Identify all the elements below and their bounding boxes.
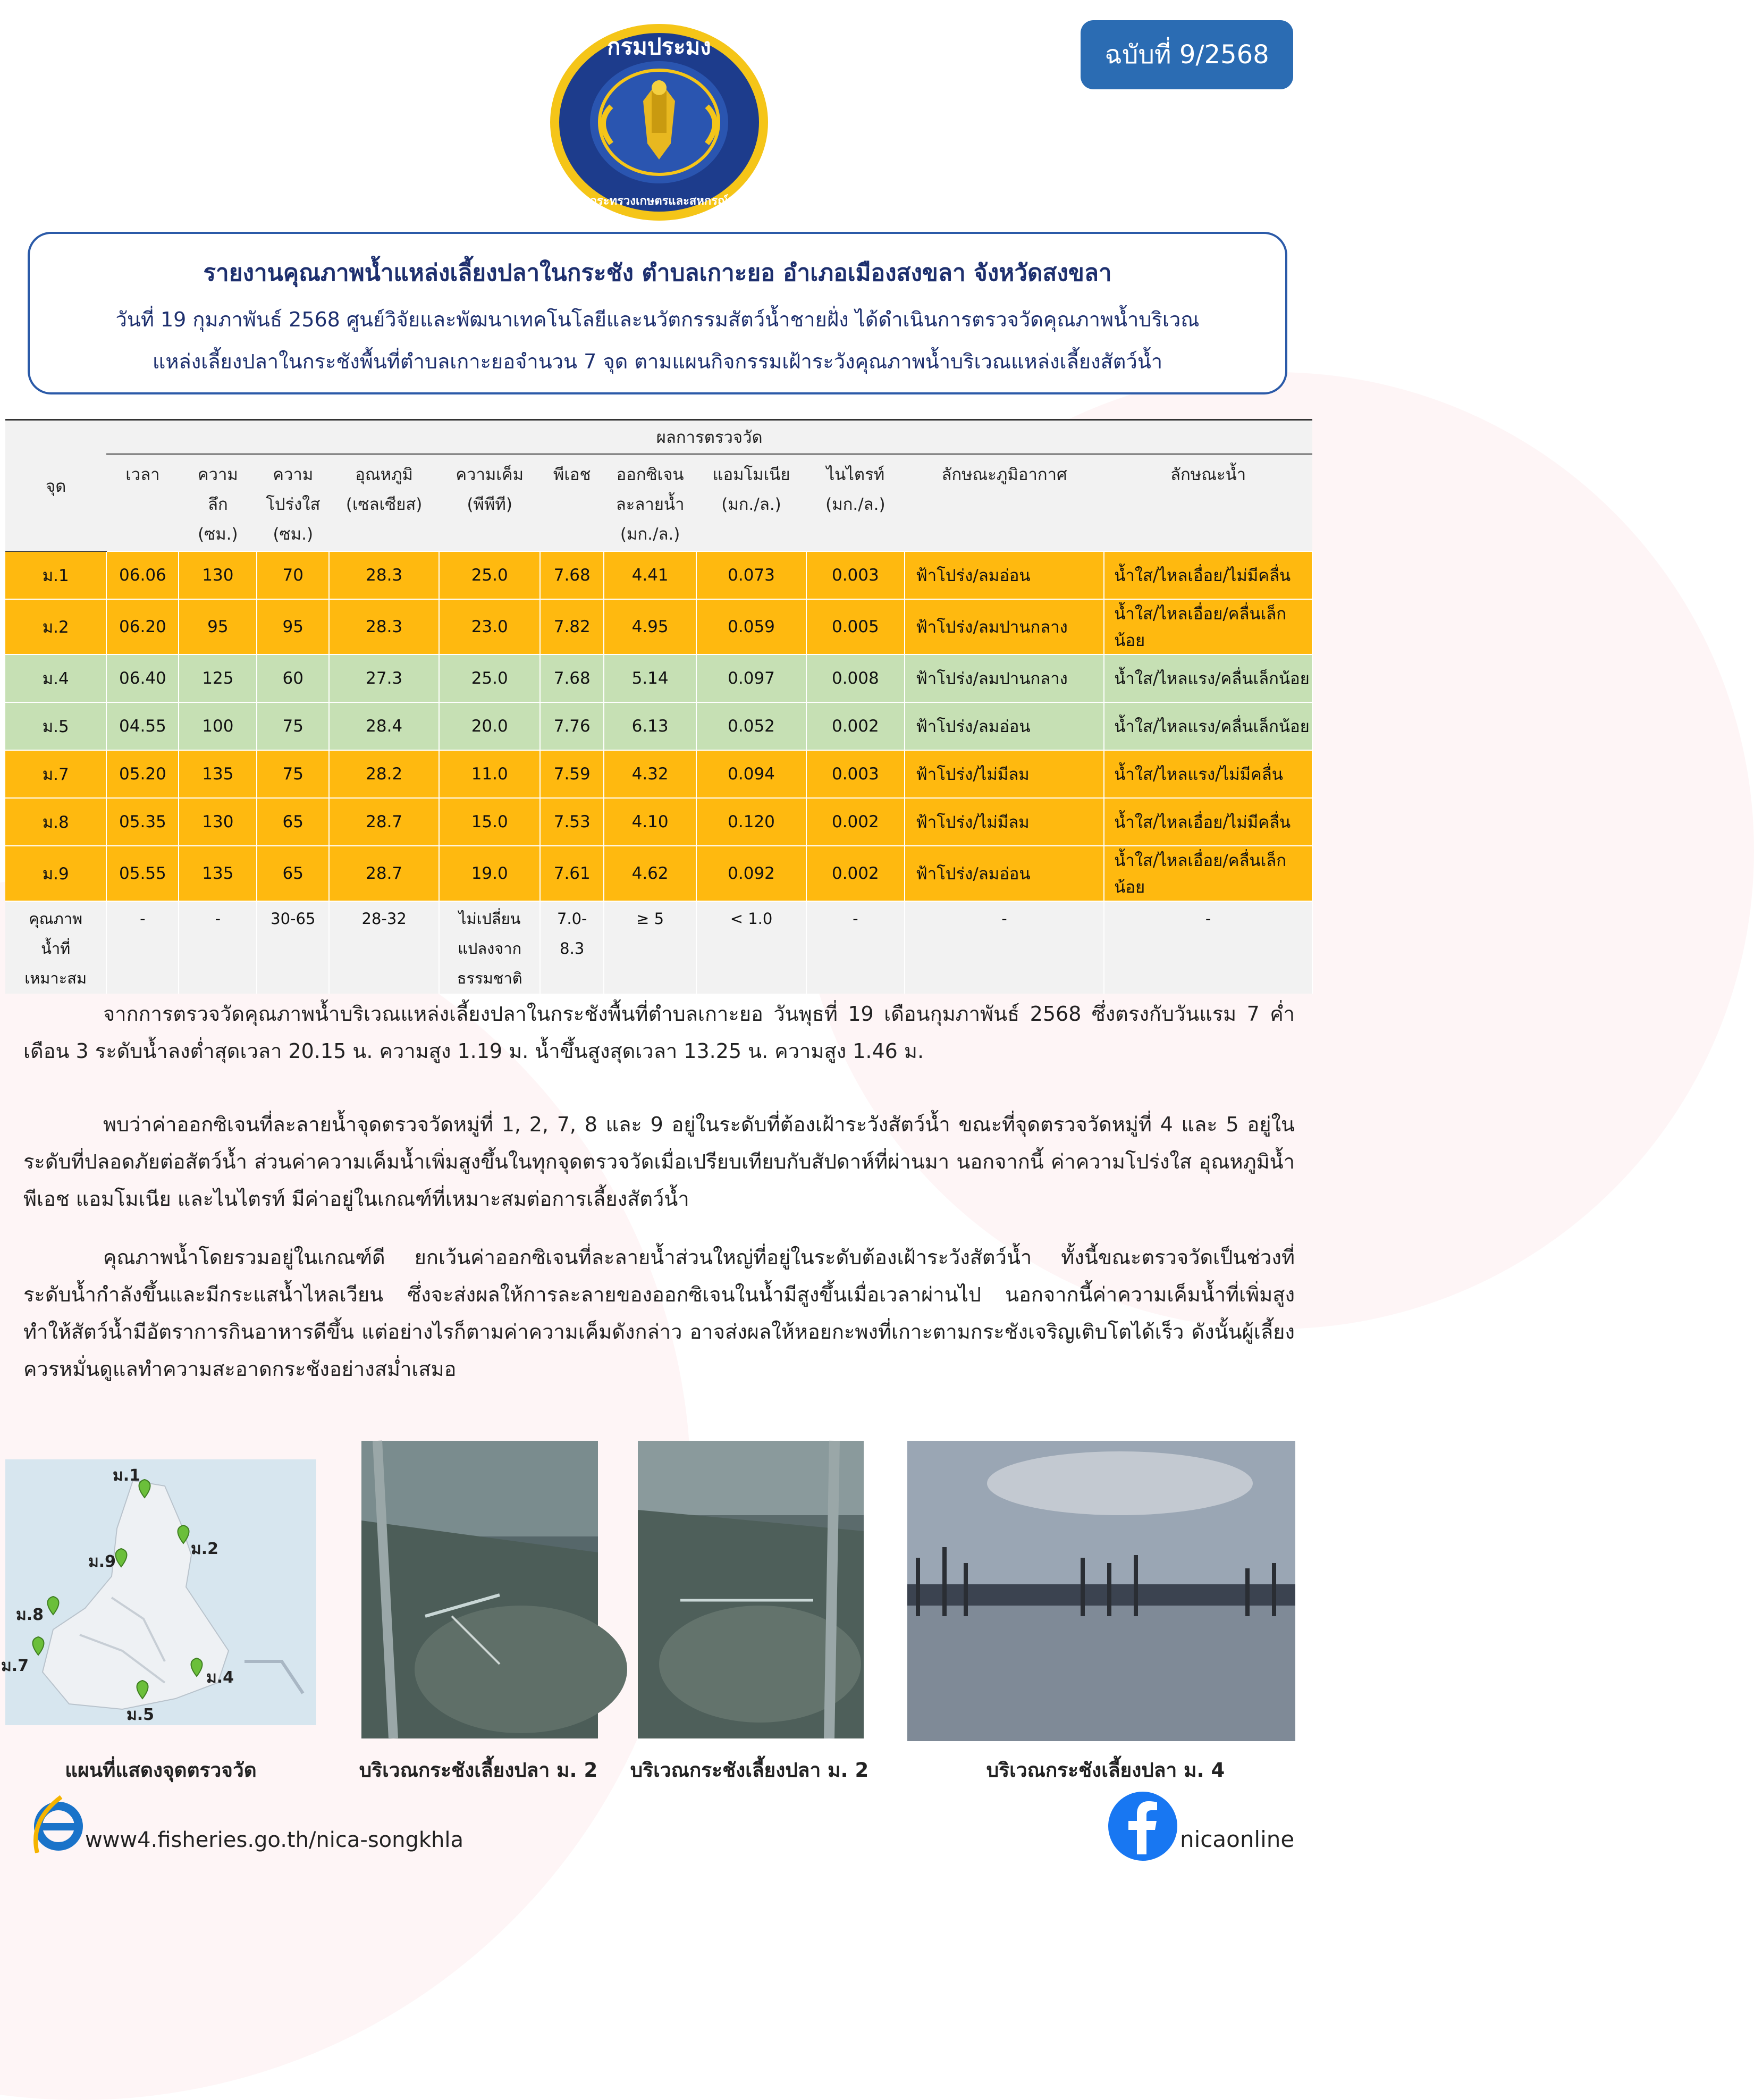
cell-ammonia: 0.052	[696, 702, 806, 750]
cell-weather: ฟ้าโปร่ง/ลมปานกลาง	[905, 654, 1104, 702]
cell-salinity: 25.0	[439, 551, 540, 599]
water-quality-table	[5, 419, 1313, 994]
report-intro-line: แหล่งเลี้ยงปลาในกระชังพื้นที่ตำบลเกาะยอจำนวน 7 จุด ตามแผนกิจกรรมเฝ้าระวังคุณภาพน้ำบริเวณแหล่งเลี้ยงสัตว์น้ำ	[152, 350, 1163, 373]
cell-point: ม.5	[5, 702, 106, 750]
cell-point: ม.8	[5, 798, 106, 846]
cell-weather: ฟ้าโปร่ง/ลมปานกลาง	[905, 599, 1104, 654]
cell-water: น้ำใส/ไหลแรง/คลื่นเล็กน้อย	[1104, 702, 1312, 750]
cell-time: 05.55	[106, 846, 179, 901]
cell-point: ม.9	[5, 846, 106, 901]
paragraph-summary: คุณภาพน้ำโดยรวมอยู่ในเกณฑ์ดี ยกเว้นค่าออกซิเจนที่ละลายน้ำส่วนใหญ่ที่อยู่ในระดับต้องเฝ้าระวังสัตว์น้ำ ทั้งนี้ขณะตรวจวัดเป็นช่วงที่ระดับน้ำกำลังขึ้นและมีกระแสน้ำไหลเวียน ซึ่งจะส่งผลให้การละลายของออกซิเจนในน้ำมีสูงขึ้นเมื่อเวลาผ่านไป นอกจากนี้ค่าความเค็มน้ำที่เพิ่มสูงทำให้สัตว์น้ำมีอัตราการกินอาหารดีขึ้น แต่อย่างไรก็ตามค่าความเค็มดังกล่าว อาจส่งผลให้หอยกะพงที่เกาะตามกระชังเจริญเติบโตได้เร็ว ดังนั้นผู้เลี้ยงควรหมั่นดูแลทำความสะอาดกระชังอย่างสม่ำเสมอ	[23, 1246, 1295, 1381]
cell-water: น้ำใส/ไหลแรง/คลื่นเล็กน้อย	[1104, 654, 1312, 702]
cell-point: ม.7	[5, 750, 106, 798]
seal-top-text: กรมประมง	[607, 33, 711, 60]
cage-photo	[907, 1441, 1295, 1741]
cell-salinity: 25.0	[439, 654, 540, 702]
cell-transparency: 65	[257, 846, 329, 901]
cell-temp: 28.3	[329, 551, 439, 599]
photo-caption: บริเวณกระชังเลี้ยงปลา ม. 4	[986, 1759, 1225, 1782]
table-row	[5, 750, 1312, 798]
paragraph-tide: จากการตรวจวัดคุณภาพน้ำบริเวณแหล่งเลี้ยงปลาในกระชังพื้นที่ตำบลเกาะยอ วันพุธที่ 19 เดือนกุมภาพันธ์ 2568 ซึ่งตรงกับวันแรม 7 ค่ำเดือน 3 ระดับน้ำลงต่ำสุดเวลา 20.15 น. ความสูง 1.19 ม. น้ำขึ้นสูงสุดเวลา 13.25 น. ความสูง 1.46 ม.	[23, 1002, 1295, 1063]
cell-depth: 130	[179, 798, 257, 846]
map-caption: แผนที่แสดงจุดตรวจวัด	[65, 1759, 257, 1782]
cell-ammonia: 0.094	[696, 750, 806, 798]
cell-point: ม.2	[5, 599, 106, 654]
cell-ammonia: 0.092	[696, 846, 806, 901]
cell-salinity: 20.0	[439, 702, 540, 750]
cell-do: 4.95	[604, 599, 696, 654]
map-drawing	[1, 1459, 316, 1725]
paragraph-findings: พบว่าค่าออกซิเจนที่ละลายน้ำจุดตรวจวัดหมู่ที่ 1, 2, 7, 8 และ 9 อยู่ในระดับที่ต้องเฝ้าระวังสัตว์น้ำ ขณะที่จุดตรวจวัดหมู่ที่ 4 และ 5 อยู่ในระดับที่ปลอดภัยต่อสัตว์น้ำ ส่วนค่าความเค็มน้ำเพิ่มสูงขึ้นในทุกจุดตรวจวัดเมื่อเปรียบเทียบกับสัปดาห์ที่ผ่านมา นอกจากนี้ ค่าความโปร่งใส อุณหภูมิน้ำ พีเอช แอมโมเนีย และไนไตรท์ มีค่าอยู่ในเกณฑ์ที่เหมาะสมต่อการเลี้ยงสัตว์น้ำ	[23, 1113, 1295, 1211]
map-pin	[16, 1597, 59, 1624]
cell-salinity: 11.0	[439, 750, 540, 798]
cell-depth: 100	[179, 702, 257, 750]
cell-depth: 135	[179, 750, 257, 798]
website-e-icon	[29, 1784, 82, 1858]
photo-caption: บริเวณกระชังเลี้ยงปลา ม. 2	[359, 1759, 598, 1782]
cell-nitrite: 0.002	[806, 702, 905, 750]
cell-temp: 27.3	[329, 654, 439, 702]
map-pin-label: ม.5	[127, 1706, 155, 1724]
cell-point: ม.1	[5, 551, 106, 599]
issue-number-badge: ฉบับที่ 9/2568	[1081, 20, 1293, 89]
cell-do: 4.10	[604, 798, 696, 846]
cell-nitrite: 0.002	[806, 846, 905, 901]
cell-time: 06.40	[106, 654, 179, 702]
facebook-page-name[interactable]: nicaonline	[1180, 1826, 1295, 1852]
cell-ammonia: 0.059	[696, 599, 806, 654]
cell-transparency: 60	[257, 654, 329, 702]
cell-time: 05.20	[106, 750, 179, 798]
cell-depth: 130	[179, 551, 257, 599]
cell-nitrite: 0.005	[806, 599, 905, 654]
cell-time: 06.06	[106, 551, 179, 599]
cell-ph: 7.59	[540, 750, 604, 798]
cell-ph: 7.53	[540, 798, 604, 846]
cell-do: 4.41	[604, 551, 696, 599]
group-header: ผลการตรวจวัด	[106, 420, 1312, 455]
standard-row: คุณภาพ น้ำที่ เหมาะสม - - 30-65 28-32 ไม่เปลี่ยน แปลงจาก ธรรมชาติ 7.0- 8.3 ≥ 5 < 1.0 - - -	[5, 901, 1312, 994]
cell-weather: ฟ้าโปร่ง/ลมอ่อน	[905, 702, 1104, 750]
cell-nitrite: 0.008	[806, 654, 905, 702]
map-pin-label: ม.4	[206, 1668, 234, 1687]
cell-depth: 95	[179, 599, 257, 654]
cell-nitrite: 0.002	[806, 798, 905, 846]
seal-bottom-text: กระทรวงเกษตรและสหกรณ์	[589, 195, 729, 208]
cell-salinity: 19.0	[439, 846, 540, 901]
map-pin	[1, 1637, 44, 1675]
table-row	[5, 702, 1312, 750]
table-row	[5, 654, 1312, 702]
facebook-icon[interactable]	[1108, 1792, 1177, 1861]
cell-do: 4.62	[604, 846, 696, 901]
cell-weather: ฟ้าโปร่ง/ไม่มีลม	[905, 798, 1104, 846]
cell-temp: 28.3	[329, 599, 439, 654]
map-pin-label: ม.7	[1, 1657, 29, 1675]
col-salinity: ความเค็ม (พีพีที)	[456, 465, 524, 514]
col-depth: ความ ลึก (ซม.)	[197, 465, 238, 544]
cell-salinity: 15.0	[439, 798, 540, 846]
report-title: รายงานคุณภาพน้ำแหล่งเลี้ยงปลาในกระชัง ตำบลเกาะยอ อำเภอเมืองสงขลา จังหวัดสงขลา	[203, 259, 1112, 287]
cell-do: 5.14	[604, 654, 696, 702]
col-point: จุด	[5, 420, 106, 552]
website-link[interactable]: www4.fisheries.go.th/nica-songkhla	[85, 1828, 464, 1852]
cell-time: 06.20	[106, 599, 179, 654]
cell-ph: 7.76	[540, 702, 604, 750]
cell-transparency: 95	[257, 599, 329, 654]
col-ph: พีเอช	[553, 465, 591, 484]
cell-ph: 7.68	[540, 551, 604, 599]
table-row	[5, 551, 1312, 599]
col-water: ลักษณะน้ำ	[1170, 465, 1246, 484]
cell-time: 05.35	[106, 798, 179, 846]
photo-caption: บริเวณกระชังเลี้ยงปลา ม. 2	[630, 1759, 869, 1782]
cell-depth: 135	[179, 846, 257, 901]
sampling-map	[1, 1459, 316, 1725]
cell-transparency: 70	[257, 551, 329, 599]
table-row	[5, 798, 1312, 846]
cell-temp: 28.7	[329, 798, 439, 846]
cell-weather: ฟ้าโปร่ง/ลมอ่อน	[905, 551, 1104, 599]
cell-ph: 7.61	[540, 846, 604, 901]
col-dissolved-oxygen: ออกซิเจน ละลายน้ำ (มก./ล.)	[615, 465, 685, 544]
cell-nitrite: 0.003	[806, 551, 905, 599]
cell-temp: 28.7	[329, 846, 439, 901]
col-temperature: อุณหภูมิ (เซลเซียส)	[345, 465, 423, 514]
cell-water: น้ำใส/ไหลเอื่อย/ไม่มีคลื่น	[1104, 798, 1312, 846]
cell-salinity: 23.0	[439, 599, 540, 654]
cell-transparency: 65	[257, 798, 329, 846]
cell-weather: ฟ้าโปร่ง/ไม่มีลม	[905, 750, 1104, 798]
cell-ammonia: 0.120	[696, 798, 806, 846]
report-intro-line: วันที่ 19 กุมภาพันธ์ 2568 ศูนย์วิจัยและพัฒนาเทคโนโลยีและนวัตกรรมสัตว์น้ำชายฝั่ง ได้ดำเนินการตรวจวัดคุณภาพน้ำบริเวณ	[115, 308, 1200, 331]
col-nitrite: ไนไตรท์ (มก./ล.)	[825, 465, 886, 514]
cell-water: น้ำใส/ไหลแรง/ไม่มีคลื่น	[1104, 750, 1312, 798]
cell-nitrite: 0.003	[806, 750, 905, 798]
report-header	[28, 232, 1287, 394]
map-pin-label: ม.2	[191, 1540, 219, 1558]
cell-water: น้ำใส/ไหลเอื่อย/ไม่มีคลื่น	[1104, 551, 1312, 599]
cell-ph: 7.68	[540, 654, 604, 702]
cell-ammonia: 0.073	[696, 551, 806, 599]
cell-ph: 7.82	[540, 599, 604, 654]
col-ammonia: แอมโมเนีย (มก./ล.)	[712, 465, 790, 514]
map-pin-label: ม.8	[16, 1606, 44, 1624]
department-seal-logo	[547, 21, 771, 223]
cell-transparency: 75	[257, 702, 329, 750]
cell-temp: 28.4	[329, 702, 439, 750]
map-pin-label: ม.1	[113, 1466, 141, 1485]
cell-time: 04.55	[106, 702, 179, 750]
cell-weather: ฟ้าโปร่ง/ลมอ่อน	[905, 846, 1104, 901]
cell-transparency: 75	[257, 750, 329, 798]
cage-photo	[638, 1441, 864, 1738]
cell-water: น้ำใส/ไหลเอื่อย/คลื่นเล็กน้อย	[1104, 599, 1312, 654]
cell-do: 4.32	[604, 750, 696, 798]
cell-point: ม.4	[5, 654, 106, 702]
col-weather: ลักษณะภูมิอากาศ	[941, 465, 1067, 484]
cell-water: น้ำใส/ไหลเอื่อย/คลื่นเล็กน้อย	[1104, 846, 1312, 901]
cell-temp: 28.2	[329, 750, 439, 798]
map-pin-label: ม.9	[88, 1552, 116, 1571]
table-row	[5, 599, 1312, 654]
col-transparency: ความ โปร่งใส (ซม.)	[266, 465, 321, 544]
col-time: เวลา	[125, 465, 160, 484]
table-row	[5, 846, 1312, 901]
cell-do: 6.13	[604, 702, 696, 750]
cell-depth: 125	[179, 654, 257, 702]
cell-ammonia: 0.097	[696, 654, 806, 702]
cage-photo	[361, 1441, 598, 1738]
